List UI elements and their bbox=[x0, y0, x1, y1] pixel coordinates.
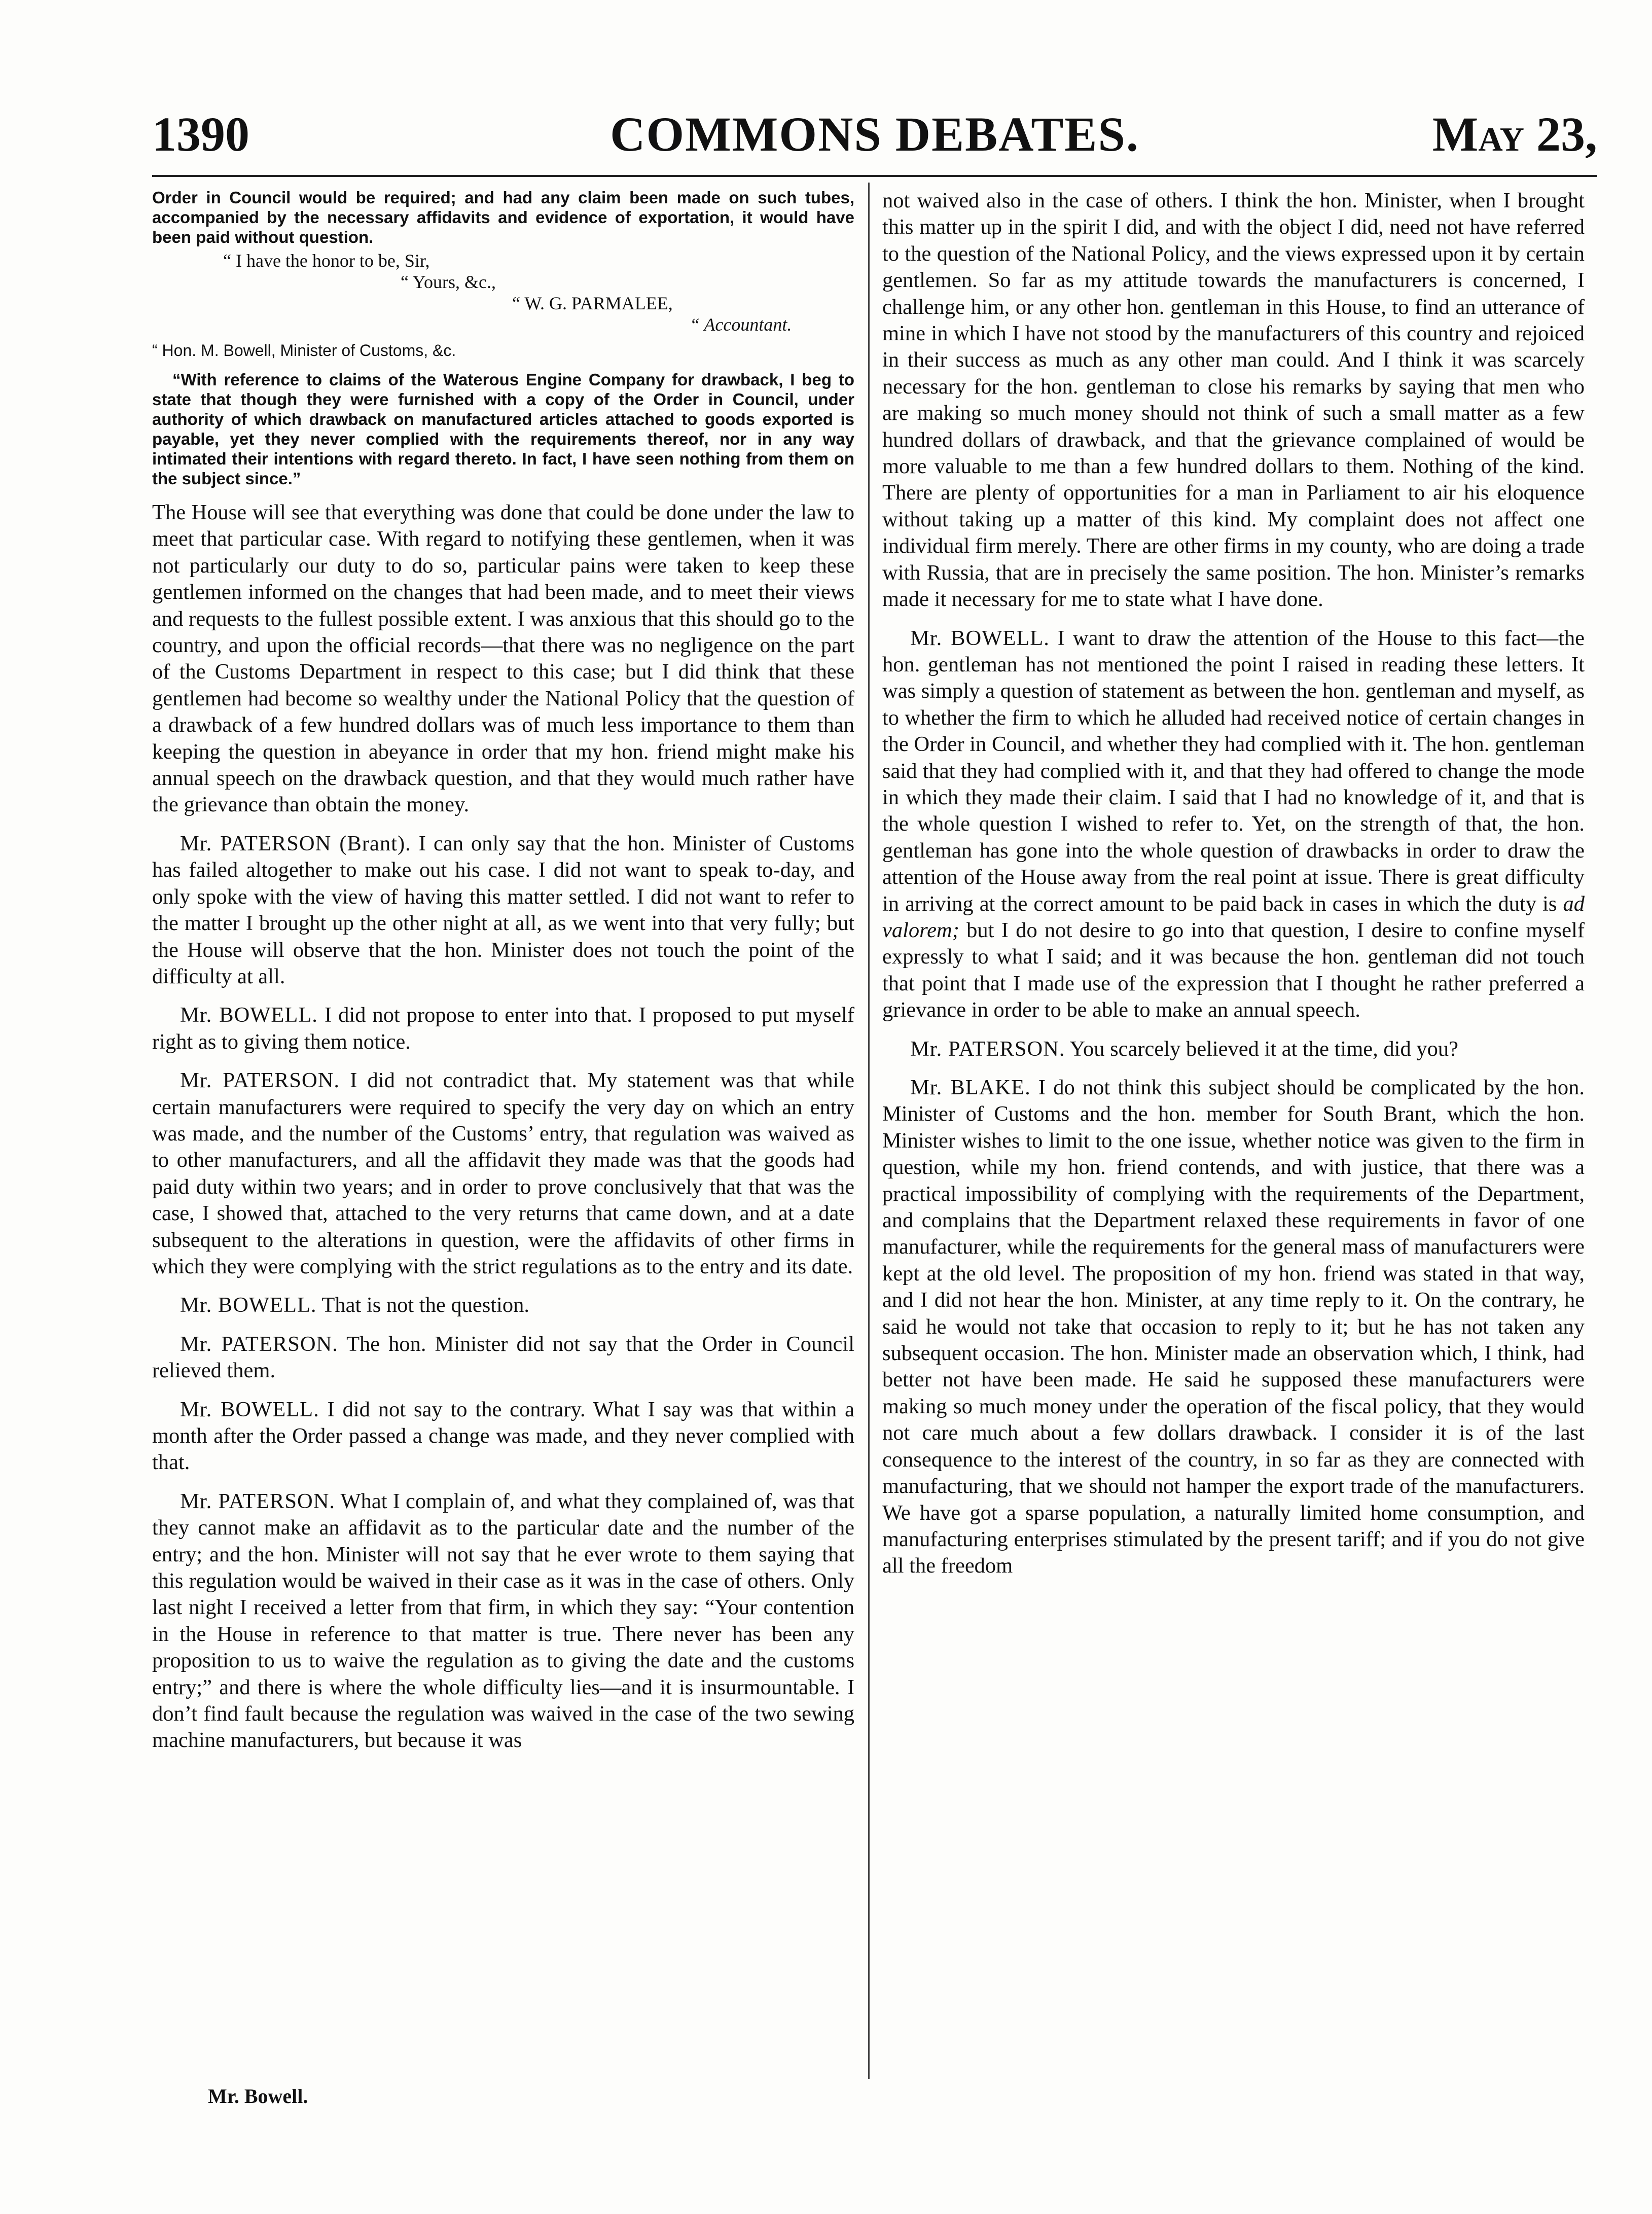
speech-text: I did not propose to enter into that. I proposed to put myself right as to giving them notice. bbox=[152, 1003, 854, 1054]
speech bbox=[152, 1331, 854, 1384]
column-divider bbox=[868, 183, 870, 2079]
letter-text: Order in Council would be required; and had any claim been made on such tubes, accompanied by the necessary affidavits and evidence of exportation, it would have been paid without question. bbox=[152, 188, 854, 246]
catchword: Mr. Bowell. bbox=[208, 2085, 308, 2108]
speaker-name: Mr. BOWELL. bbox=[180, 1397, 319, 1421]
speech-text: but I do not desire to go into that question, I desire to confine myself expressly to what I said; and it was because the hon. gentleman did not touch that point that I made use of the expression that I thought he rather preferred a grievance in order to be able to make an annual speech. bbox=[882, 918, 1585, 1022]
left-column bbox=[152, 188, 854, 1766]
speech-text: I did not contradict that. My statement was that while certain manufacturers were required to specify the very day on which an entry was made, and the number of the Customs’ entry, that regulation was waived as to other manufacturers, and all the affidavit they made was that the goods had paid duty within two years; and in order to prove conclusively that that was the case, I showed that, attached to the very returns that came down, and at a date subsequent to the alterations in question, were the affidavits of other firms in which they were complying with the strict regulations as to the entry and its date. bbox=[152, 1068, 855, 1278]
speech-text: I did not say to the contrary. What I say was that within a month after the Order passed a change was made, and they never complied with that. bbox=[152, 1397, 855, 1475]
speech bbox=[152, 1292, 854, 1318]
speech bbox=[152, 1397, 854, 1476]
speaker-name: Mr. BOWELL. bbox=[910, 626, 1050, 650]
page-date: May 23, bbox=[1432, 107, 1597, 161]
speaker-name: Mr. PATERSON. bbox=[180, 1489, 336, 1513]
speech-text: I do not think this subject should be complicated by the hon. Minister of Customs and the hon. member for South Brant, which the hon. Minister wishes to limit to the one issue, whether notice was given to the firm in question, while my hon. friend contends, and with justice, that there was a practical impossibility of complying with the requirements of the Department, and complains that the Department relaxed these requirements in favor of one manufacturer, while the requirements for the general mass of manufacturers were kept at the old level. The proposition of my hon. friend was stated in that way, and I did not hear the hon. Minister, at any time reply to it. On the contrary, he said he would not take that occasion to reply to it; but he has not taken any subsequent occasion. The hon. Minister made an observation which, I think, had better not have been made. He said he supposed these manufacturers were making so much money under the operation of the fiscal policy, that they would not care much about a few dollars drawback. I consider it is of the last consequence to the interest of the country, in so far as they are connected with manufacturing, that we should not hamper the export trade of the manufacturers. We have got a sparse population, a naturally limited home consumption, and manufacturing enterprises stimulated by the present tariff; and if you do not give all the freedom bbox=[882, 1076, 1585, 1578]
speech-text: The hon. Minister did not say that the Order in Council relieved them. bbox=[152, 1332, 854, 1383]
letter-addressee: “ Hon. M. Bowell, Minister of Customs, &c. bbox=[152, 341, 456, 360]
speech bbox=[152, 1067, 854, 1280]
speech-text: That is not the question. bbox=[321, 1293, 529, 1317]
publication-title: COMMONS DEBATES. bbox=[610, 107, 1139, 161]
page-header bbox=[152, 106, 1597, 162]
speech bbox=[152, 1002, 854, 1055]
speaker-name: Mr. BOWELL. bbox=[180, 1293, 317, 1317]
header-rule bbox=[152, 175, 1597, 177]
speech-text: What I complain of, and what they complained of, was that they cannot make an affidavit as to the particular date and the number of the entry; and the hon. Minister will not say that he ever wrote to them saying that this regulation would be waived in their case as it was in the case of others. Only last night I received a letter from that firm, in which they say: “Your contention in the House in reference to that matter is true. There never has been any proposition to us to waive the regulation as to giving the date and the customs entry;” and there is where the whole difficulty lies—and it is insurmountable. I don’t find fault because the regulation was waived in the case of the two sewing machine manufacturers, but because it was bbox=[152, 1489, 854, 1753]
paragraph: The House will see that everything was done that could be done under the law to meet that particular case. With regard to notifying these gentlemen, when it was not particularly our duty to do so, particular pains were taken to keep these gentlemen informed on the changes that had been made, and to meet their views and requests to the fullest possible extent. I was anxious that this should go to the country, and upon the official records—that there was no negligence on the part of the Customs Department in respect to this case; but I did think that these gentlemen had become so wealthy under the National Policy that the question of a drawback of a few hundred dollars was of much less importance to them than keeping the question in abeyance in order that my hon. friend might make his annual speech on the drawback question, and that they would much rather have the grievance than obtain the money. bbox=[152, 501, 854, 817]
speech-text: I can only say that the hon. Minister of Customs has failed altogether to make out his case. I did not want to speak to-day, and only spoke with the view of having this matter settled. I did not want to refer to the matter I brought up the other night at all, as we went into that very fully; but the House will observe that the hon. Minister does not touch the point of the difficulty at all. bbox=[152, 831, 854, 988]
speech bbox=[152, 1488, 854, 1754]
speech-text: You scarcely believed it at the time, did you? bbox=[1069, 1037, 1458, 1061]
right-column bbox=[882, 188, 1585, 1592]
letter-closing: “ I have the honor to be, Sir, bbox=[223, 251, 430, 271]
speaker-name: Mr. PATERSON. bbox=[180, 1332, 338, 1356]
speaker-name: Mr. PATERSON. bbox=[180, 1068, 340, 1093]
letter-text: “With reference to claims of the Waterous Engine Company for drawback, I beg to state that though they were furnished with a copy of the Order in Council, under authority of which drawback on manufactured articles attached to goods exported is payable, yet they never complied with the requirements thereof, nor in any way intimated their intentions with regard thereto. In fact, I have seen nothing from them on the subject since.” bbox=[152, 370, 854, 488]
speaker-name: Mr. BOWELL. bbox=[180, 1003, 318, 1027]
page-number: 1390 bbox=[152, 107, 249, 161]
letter-closing: “ Yours, &c., bbox=[401, 272, 496, 292]
speech-text: I want to draw the attention of the House to this fact—the hon. gentleman has not mentioned the point I raised in reading these letters. It was simply a question of statement as between the hon. gentleman and myself, as to whether the firm to which he alluded had received notice of certain changes in the Order in Council, and whether they had complied with it. The hon. gentleman said that they had complied with it, and that they had offered to change the mode in which they made their claim. I said that I had no knowledge of it, and that is the whole question I wished to refer to. Yet, on the strength of that, the hon. gentleman has gone into the whole question of drawbacks in order to draw the attention of the House away from the real point at issue. There is great difficulty in arriving at the correct amount to be paid back in cases in which the duty is bbox=[882, 626, 1585, 916]
speech bbox=[882, 1036, 1585, 1062]
speech bbox=[882, 625, 1585, 1024]
paragraph: not waived also in the case of others. I think the hon. Minister, when I brought this matter up in the spirit I did, and with the object I did, need not have referred to the question of the National Policy, and the views expressed upon it by certain gentlemen. So far as my attitude towards the manufacturers is concerned, I challenge him, or any other hon. gentleman in this House, to find an utterance of mine in which I have not stood by the manufacturers of this country and rejoiced in their success as much as any other man could. And I think it was scarcely necessary for the hon. gentleman to close his remarks by saying that men who are making so much money should not think of such a small matter as a few hundred dollars of drawback, and that the grievance complained of would be more valuable to me than a few hundred dollars to them. Nothing of the kind. There are plenty of opportunities for a man in Parliament to air his eloquence without taking up a matter of this kind. My complaint does not affect one individual firm merely. There are other firms in my county, who are doing a trade with Russia, that are in precisely the same position. The hon. Minister’s remarks made it necessary for me to state what I have done. bbox=[882, 189, 1585, 612]
speech bbox=[882, 1075, 1585, 1580]
letter-signature: “ W. G. PARMALEE, bbox=[512, 293, 673, 313]
speech bbox=[152, 831, 854, 990]
speaker-name: Mr. PATERSON. bbox=[910, 1037, 1065, 1061]
speaker-name: Mr. PATERSON (Brant). bbox=[180, 831, 411, 855]
italic-phrase: ad valorem; bbox=[882, 891, 1585, 942]
letter-signature-title: “ Accountant. bbox=[690, 314, 792, 335]
speaker-name: Mr. BLAKE. bbox=[910, 1076, 1031, 1099]
